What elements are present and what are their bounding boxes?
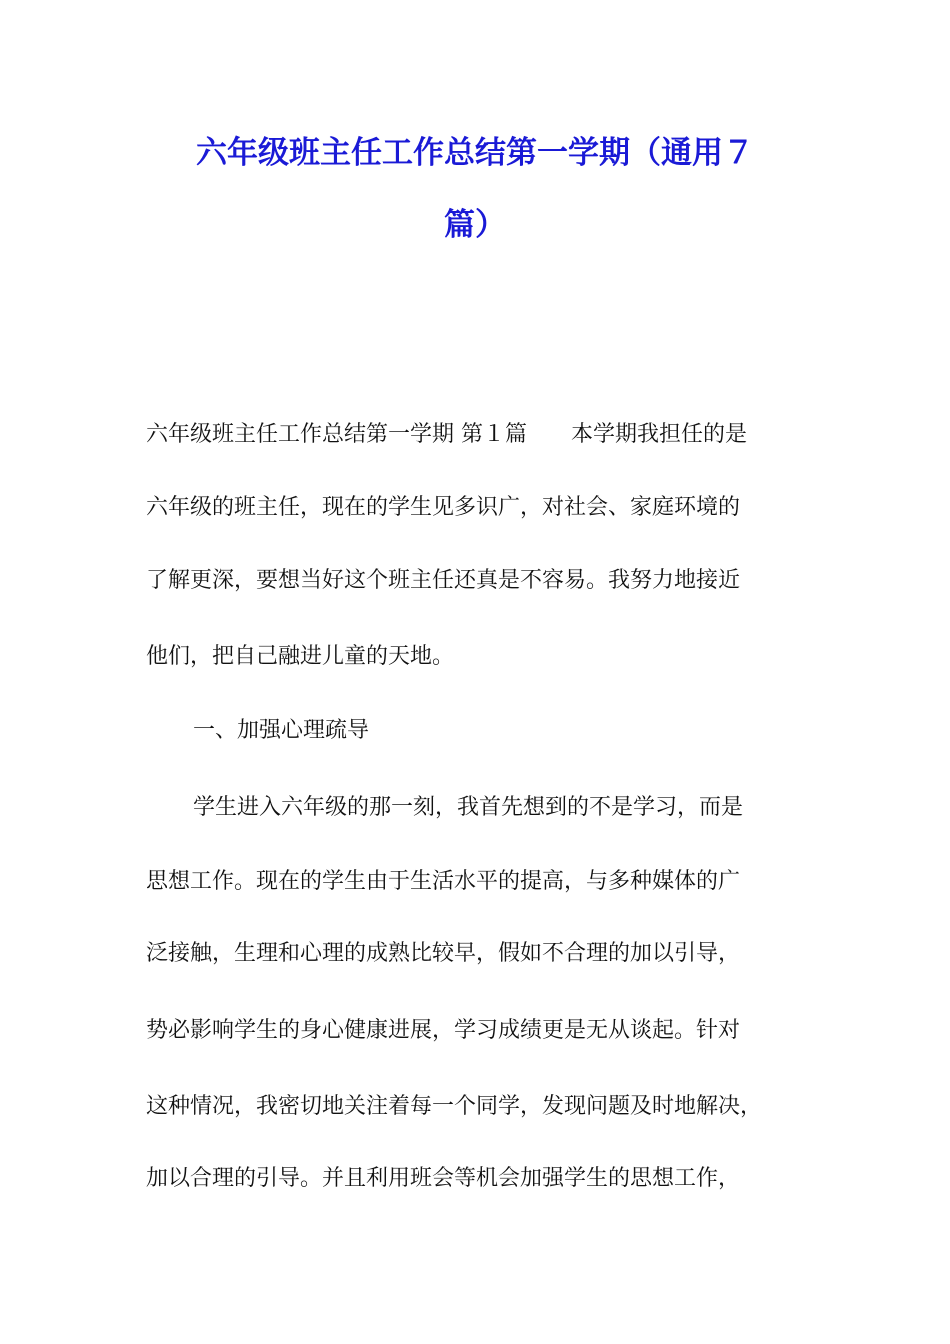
body-line: 势必影响学生的身心健康进展，学习成绩更是无从谈起。针对	[146, 1018, 741, 1043]
body-line: 六年级的班主任，现在的学生见多识广，对社会、家庭环境的	[146, 495, 741, 520]
body-line: 加以合理的引导。并且利用班会等机会加强学生的思想工作，	[146, 1166, 741, 1191]
body-line: 思想工作。现在的学生由于生活水平的提高，与多种媒体的广	[146, 869, 741, 894]
body-line: 泛接触，生理和心理的成熟比较早，假如不合理的加以引导，	[146, 941, 741, 966]
section-heading: 一、加强心理疏导	[193, 718, 370, 743]
body-line: 了解更深，要想当好这个班主任还真是不容易。我努力地接近	[146, 568, 741, 593]
body-line: 他们，把自己融进儿童的天地。	[146, 644, 455, 669]
body-line: 六年级班主任工作总结第一学期 第１篇 本学期我担任的是	[146, 422, 747, 447]
body-line: 学生进入六年级的那一刻，我首先想到的不是学习，而是	[193, 795, 744, 820]
document-title-continued: 篇）	[444, 207, 506, 243]
document-title: 六年级班主任工作总结第一学期（通用７	[196, 135, 754, 171]
body-line: 这种情况，我密切地关注着每一个同学，发现问题及时地解决，	[146, 1094, 763, 1119]
